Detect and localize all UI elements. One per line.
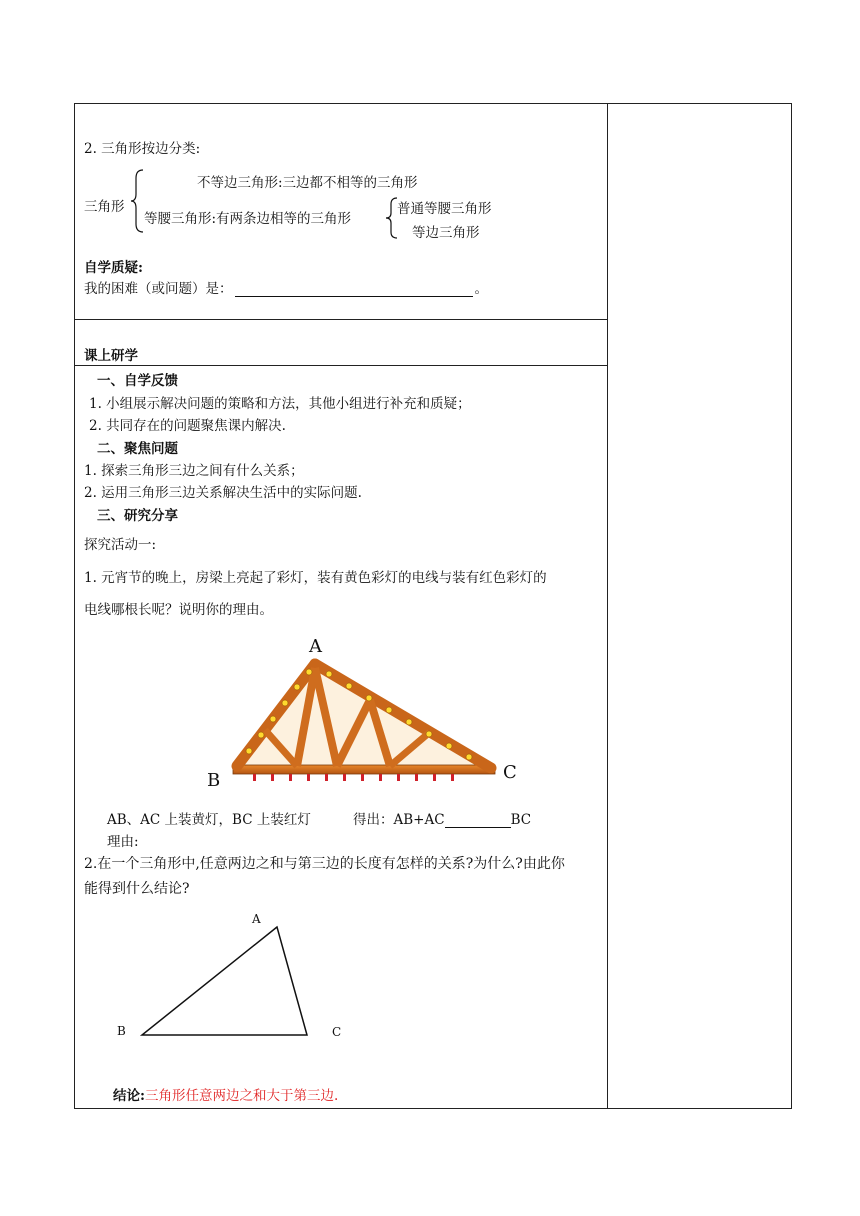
classify-title: 2. 三角形按边分类: — [84, 141, 201, 157]
conclusion-fill-suffix: BC — [510, 812, 532, 828]
conclusion-fill-prefix: 得出：AB+AC — [353, 812, 445, 828]
heading-self-feedback: 一、自学反馈 — [97, 373, 178, 389]
roof-label-c: C — [503, 762, 517, 783]
scalene-triangle-text: 不等边三角形:三边都不相等的三角形 — [197, 175, 418, 191]
question2-line1: 2.在一个三角形中,任意两边之和与第三边的长度有怎样的关系?为什么?由此你 — [84, 856, 565, 872]
table-border-left — [74, 103, 75, 1109]
conclusion-fill-blank[interactable] — [445, 813, 511, 828]
final-conclusion-text: 三角形任意两边之和大于第三边. — [144, 1088, 339, 1104]
difficulty-prefix: 我的困难（或问题）是： — [84, 281, 233, 297]
lights-description: AB、AC 上装黄灯，BC 上装红灯 — [107, 812, 311, 828]
self-question-title: 自学质疑: — [84, 260, 143, 276]
difficulty-blank[interactable] — [235, 282, 473, 297]
roof-label-a: A — [309, 636, 322, 657]
question1-line2: 电线哪根长呢？说明你的理由。 — [84, 602, 273, 618]
roof-truss-illustration — [225, 630, 505, 790]
table-border-bottom — [74, 1108, 792, 1109]
conclusion-fill — [353, 808, 531, 828]
triangle-label-b: B — [117, 1024, 126, 1038]
question1-line1: 1. 元宵节的晚上，房梁上亮起了彩灯，装有黄色彩灯的电线与装有红色彩灯的 — [84, 570, 547, 586]
table-row-divider-1 — [74, 319, 608, 320]
feedback-item-2: 2. 共同存在的问题聚焦课内解决. — [89, 418, 286, 434]
activity-label: 探究活动一: — [84, 537, 157, 553]
table-row-divider-2 — [74, 365, 608, 366]
final-conclusion — [113, 1084, 338, 1104]
equilateral-text: 等边三角形 — [412, 225, 480, 241]
triangle-diagram — [130, 915, 330, 1045]
table-column-divider — [607, 103, 608, 1109]
triangle-root-label: 三角形 — [84, 199, 125, 215]
normal-isosceles-text: 普通等腰三角形 — [397, 201, 492, 217]
table-border-right — [791, 103, 792, 1109]
question2-line2: 能得到什么结论? — [84, 881, 190, 897]
roof-label-b: B — [207, 770, 221, 791]
section-title: 课上研学 — [84, 348, 138, 364]
triangle-label-a: A — [252, 912, 261, 926]
feedback-item-1: 1. 小组展示解决问题的策略和方法，其他小组进行补充和质疑； — [89, 396, 471, 412]
isosceles-triangle-text: 等腰三角形:有两条边相等的三角形 — [144, 211, 352, 227]
focus-item-2: 2. 运用三角形三边关系解决生活中的实际问题. — [84, 485, 362, 501]
reason-label: 理由: — [107, 834, 139, 850]
final-conclusion-label: 结论: — [113, 1088, 145, 1104]
heading-focus: 二、聚焦问题 — [97, 441, 178, 457]
triangle-label-c: C — [332, 1025, 342, 1039]
difficulty-suffix: 。 — [474, 281, 488, 297]
difficulty-prompt — [84, 277, 488, 297]
heading-share: 三、研究分享 — [97, 508, 178, 524]
focus-item-1: 1. 探索三角形三边之间有什么关系； — [84, 463, 304, 479]
table-border-top — [74, 103, 792, 104]
